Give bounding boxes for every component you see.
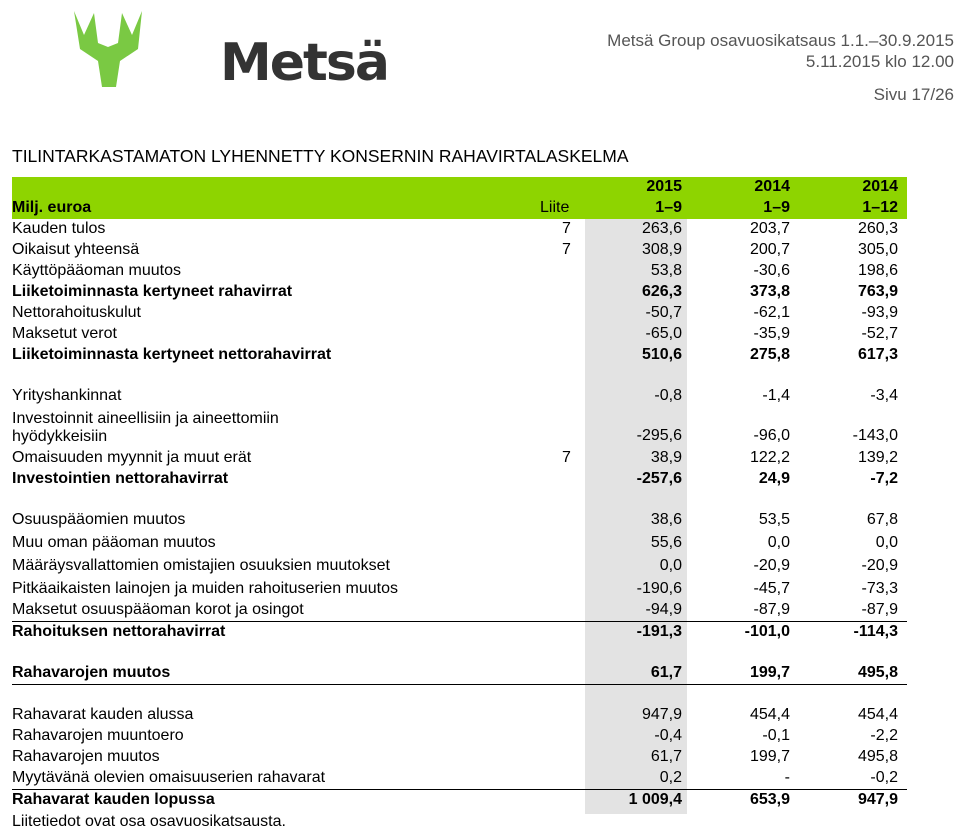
col-note-header: Liite [540,199,570,216]
table-row: Oikaisut yhteensä 7 308,9 200,7 305,0 [12,241,898,258]
col1-year: 2015 [646,178,682,195]
col2-period: 1–9 [763,199,790,216]
table-row: Nettorahoituskulut -50,7 -62,1 -93,9 [12,304,898,321]
table-row: Määräysvallattomien omistajien osuuksien muutokset 0,0 -20,9 -20,9 [12,557,898,574]
col-label-header: Milj. euroa [12,199,92,216]
table-row: Maksetut verot -65,0 -35,9 -52,7 [12,325,898,342]
total-row: Rahavarat kauden lopussa 1 009,4 653,9 947,9 [12,791,898,808]
col2-year: 2014 [754,178,790,195]
table-row: Maksetut osuuspääoman korot ja osingot -94,9 -87,9 -87,9 [12,600,907,622]
subtotal-row: Rahoituksen nettorahavirrat -191,3 -101,0 -114,3 [12,623,898,640]
page-title: TILINTARKASTAMATON LYHENNETTY KONSERNIN RAHAVIRTALASKELMA [12,146,629,166]
table-row: Rahavarat kauden alussa 947,9 454,4 454,4 [12,706,898,723]
footnote: Liitetiedot ovat osa osavuosikatsausta. [12,813,286,830]
table-row: Yrityshankinnat -0,8 -1,4 -3,4 [12,387,898,404]
total-row: Rahavarojen muutos 61,7 199,7 495,8 [12,663,907,685]
table-header [12,177,907,219]
report-date: 5.11.2015 klo 12.00 [805,52,954,71]
logo-wordmark: Metsä [220,33,388,93]
table-row: Käyttöpääoman muutos 53,8 -30,6 198,6 [12,262,898,279]
cashflow-table-body [12,219,907,811]
subtotal-row: Liiketoiminnasta kertyneet rahavirrat 626,3 373,8 763,9 [12,283,898,300]
table-row: Rahavarojen muutos 61,7 199,7 495,8 [12,748,898,765]
table-row: Pitkäaikaisten lainojen ja muiden rahoituserien muutos -190,6 -45,7 -73,3 [12,580,898,597]
table-row: Kauden tulos 7 263,6 203,7 260,3 [12,220,898,237]
report-title: Metsä Group osavuosikatsaus 1.1.–30.9.2015 [607,31,954,50]
col1-period: 1–9 [655,199,682,216]
subtotal-row: Investointien nettorahavirrat -257,6 24,9 -7,2 [12,470,898,487]
metsa-logo [70,5,388,93]
table-row: Rahavarojen muuntoero -0,4 -0,1 -2,2 [12,727,898,744]
table-row: Omaisuuden myynnit ja muut erät 7 38,9 122,2 139,2 [12,449,898,466]
page-number: Sivu 17/26 [873,85,954,104]
table-row: Myytävänä olevien omaisuuserien rahavarat 0,2 - -0,2 [12,768,907,790]
subtotal-row: Liiketoiminnasta kertyneet nettorahavirrat 510,6 275,8 617,3 [12,346,898,363]
col3-period: 1–12 [862,199,898,216]
table-row: Osuuspääomien muutos 38,6 53,5 67,8 [12,511,898,528]
col3-year: 2014 [862,178,898,195]
moose-antler-icon [70,5,150,90]
table-row: Investoinnit aineellisiin ja aineettomiin hyödykkeisiin -295,6 -96,0 -143,0 [12,410,898,445]
table-row: Muu oman pääoman muutos 55,6 0,0 0,0 [12,534,898,551]
